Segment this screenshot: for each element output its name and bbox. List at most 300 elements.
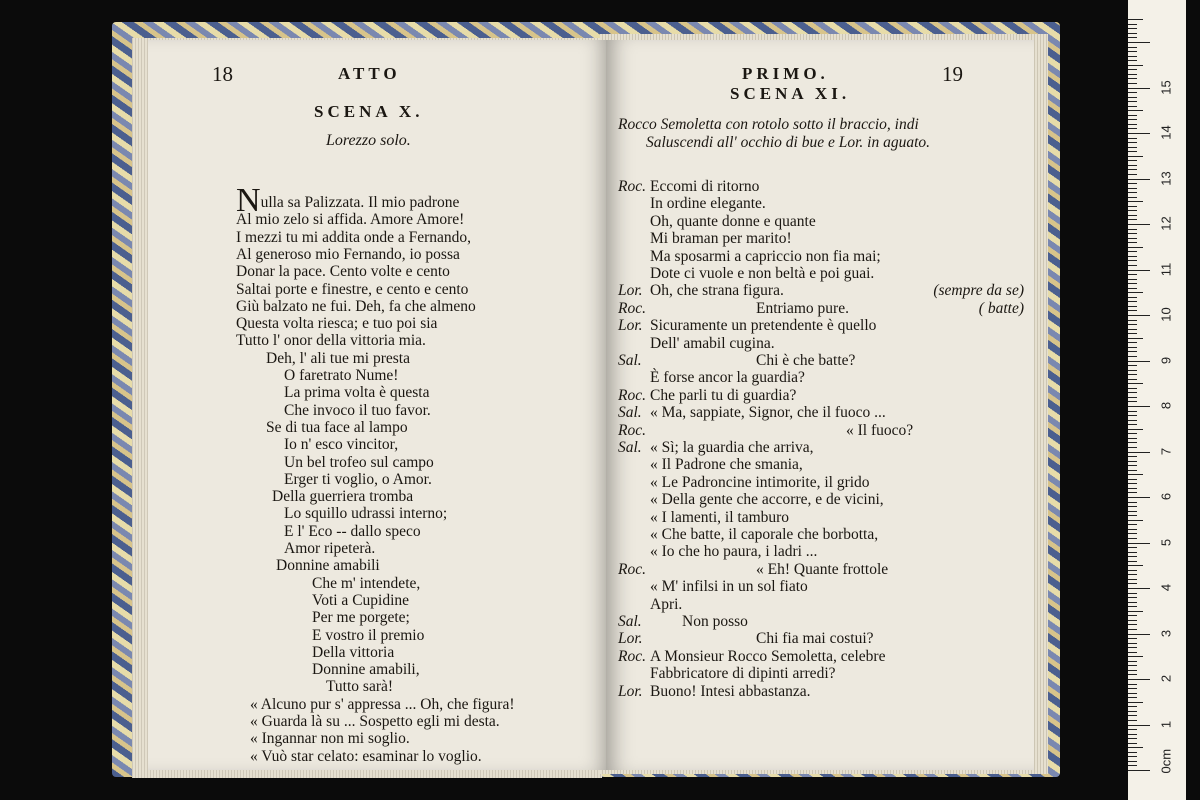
stage-direction-line-1: Rocco Semoletta con rotolo sotto il braccio, indi [618, 116, 919, 133]
scene-title: SCENA XI. [730, 84, 851, 103]
ruler-tick [1128, 370, 1137, 371]
ruler-tick [1128, 438, 1137, 439]
ruler-tick [1128, 324, 1137, 325]
ruler-tick [1128, 743, 1137, 744]
ruler-tick [1128, 624, 1137, 625]
verse-text: Al generoso mio Fernando, io possa [236, 245, 460, 263]
ruler-tick [1128, 210, 1137, 211]
ruler-tick [1128, 219, 1137, 220]
verse-text: « Ingannar non mi soglio. [250, 730, 410, 748]
verse-line [236, 298, 476, 316]
ruler-number: 10 [1158, 307, 1174, 322]
dialogue-line: Apri. [650, 595, 683, 613]
ruler-tick [1128, 552, 1137, 553]
verse-text: Tutto l' onor della vittoria mia. [236, 332, 426, 350]
speaker-label: Roc. [618, 421, 646, 439]
verse-line [236, 182, 460, 219]
ruler-tick [1128, 433, 1137, 434]
ruler-tick [1128, 588, 1150, 589]
speaker-label: Lor. [618, 682, 643, 700]
ruler-tick [1128, 133, 1150, 134]
speaker-label: Lor. [618, 630, 643, 648]
ruler-tick [1128, 638, 1137, 639]
ruler-tick [1128, 42, 1150, 43]
ruler-number: 5 [1158, 538, 1174, 546]
dialogue-line: Che parli tu di guardia? [650, 386, 797, 404]
dialogue-line: « Che batte, il caporale che borbotta, [650, 526, 879, 543]
ruler-tick [1128, 201, 1143, 202]
verse-line [266, 350, 410, 368]
verse-text: Lo squillo udrassi interno; [284, 505, 448, 523]
verse-text: I mezzi tu mi addita onde a Fernando, [236, 228, 472, 246]
dialogue-line: Chi è che batte? [756, 352, 856, 369]
dialogue-line: In ordine elegante. [650, 195, 766, 213]
verse-text: Che m' intendete, [312, 574, 421, 592]
verse-line [276, 557, 380, 575]
ruler-tick [1128, 392, 1137, 393]
speaker-label: Roc. [618, 560, 646, 578]
verse-text: Che invoco il tuo favor. [284, 401, 431, 419]
running-head: ATTO [338, 64, 401, 83]
dialogue-line: « I lamenti, il tamburo [650, 508, 790, 526]
verse-text: Un bel trofeo sul campo [284, 453, 434, 471]
ruler-tick [1128, 670, 1137, 671]
ruler-tick [1128, 401, 1137, 402]
ruler-tick [1128, 688, 1137, 689]
ruler-tick [1128, 702, 1143, 703]
ruler-tick [1128, 383, 1143, 384]
speaker-label: Lor. [618, 317, 643, 335]
ruler-tick [1128, 356, 1137, 357]
ruler-tick [1128, 720, 1137, 721]
ruler-tick [1128, 78, 1137, 79]
verse-text: Voti a Cupidine [312, 591, 410, 609]
verse-text: Donnine amabili, [312, 661, 420, 679]
ruler-tick [1128, 270, 1150, 271]
ruler-tick [1128, 606, 1137, 607]
ruler-tick [1128, 320, 1137, 321]
ruler-tick [1128, 397, 1137, 398]
ruler-tick [1128, 188, 1137, 189]
dialogue-line: « Della gente che accorre, e de vicini, [650, 491, 884, 509]
speaker-label: Sal. [618, 352, 642, 369]
ruler-tick [1128, 65, 1143, 66]
ruler-tick [1128, 502, 1137, 503]
dialogue-line: « Le Padroncine intimorite, il grido [650, 473, 870, 491]
ruler-tick [1128, 274, 1137, 275]
ruler-tick [1128, 101, 1137, 102]
verse-line [284, 402, 431, 420]
ruler-number: 7 [1158, 447, 1174, 455]
ruler-tick [1128, 538, 1137, 539]
dialogue-line: « M' infilsi in un sol fiato [650, 578, 808, 596]
ruler-tick [1128, 511, 1137, 512]
ruler-tick [1128, 160, 1137, 161]
ruler-tick [1128, 206, 1137, 207]
ruler-tick [1128, 69, 1137, 70]
ruler-tick [1128, 725, 1150, 726]
ruler-tick [1128, 224, 1150, 225]
speaker-label: Roc. [618, 647, 646, 665]
ruler-tick [1128, 533, 1137, 534]
dialogue-line: « Io che ho paura, i ladri ... [650, 543, 818, 561]
ruler-tick [1128, 465, 1137, 466]
left-page [148, 40, 610, 770]
ruler-tick [1128, 620, 1137, 621]
ruler-tick [1128, 33, 1137, 34]
ruler-tick [1128, 597, 1137, 598]
dialogue-line: A Monsieur Rocco Semoletta, celebre [650, 647, 886, 665]
verse-line [284, 384, 429, 402]
ruler-number: 6 [1158, 492, 1174, 501]
dialogue-line: Non posso [682, 613, 748, 630]
verse-line [236, 281, 468, 299]
ruler-tick [1128, 715, 1137, 716]
ruler-tick [1128, 411, 1137, 412]
ruler-tick [1128, 315, 1150, 316]
drop-cap: N [236, 182, 261, 219]
ruler-tick [1128, 747, 1143, 748]
ruler-number: 4 [1158, 583, 1174, 592]
ruler-tick [1128, 74, 1137, 75]
verse-line [250, 748, 482, 766]
ruler-tick [1128, 492, 1137, 493]
scene-subtitle: Lorezzo solo. [326, 132, 411, 149]
ruler-tick [1128, 169, 1137, 170]
ruler-tick [1128, 706, 1137, 707]
verse-text: Donar la pace. Cento volte e cento [236, 263, 450, 281]
ruler-tick [1128, 51, 1137, 52]
dialogue-line: Chi fia mai costui? [756, 630, 874, 648]
ruler-tick [1128, 543, 1150, 544]
dialogue-line: Entriamo pure. [756, 299, 849, 317]
dialogue-line: Oh, che strana figura. [650, 282, 784, 300]
ruler-tick [1128, 238, 1137, 239]
ruler-tick [1128, 247, 1143, 248]
verse-line [236, 229, 471, 247]
ruler-tick [1128, 729, 1137, 730]
ruler-tick [1128, 174, 1137, 175]
verse-text: « Alcuno pur s' appressa ... Oh, che figura! [250, 695, 515, 713]
verse-line [312, 592, 409, 610]
ruler-tick [1128, 292, 1143, 293]
ruler-tick [1128, 306, 1137, 307]
ruler-tick [1128, 60, 1137, 61]
ruler-tick [1128, 256, 1137, 257]
right-page [606, 40, 1034, 770]
ruler-number: 3 [1158, 629, 1174, 637]
speaker-label: Sal. [618, 439, 642, 456]
verse-line [284, 523, 421, 541]
verse-line [250, 713, 500, 731]
ruler-tick [1128, 752, 1137, 753]
speaker-label: Roc. [618, 386, 646, 404]
dialogue-line: « Ma, sappiate, Signor, che il fuoco ... [650, 404, 886, 422]
ruler-tick [1128, 192, 1137, 193]
ruler-tick [1128, 561, 1137, 562]
verse-text: Se di tua face al lampo [266, 418, 408, 436]
ruler-tick [1128, 602, 1137, 603]
verse-line [312, 627, 424, 645]
ruler-tick [1128, 297, 1137, 298]
ruler-tick [1128, 283, 1137, 284]
ruler-tick [1128, 260, 1137, 261]
ruler-tick [1128, 28, 1137, 29]
ruler-tick [1128, 242, 1137, 243]
ruler-tick [1128, 647, 1137, 648]
ruler-tick [1128, 47, 1137, 48]
ruler-tick [1128, 756, 1137, 757]
dialogue-line: Dell' amabil cugina. [650, 334, 775, 352]
ruler-tick [1128, 483, 1137, 484]
ruler-tick [1128, 515, 1137, 516]
verse-line [312, 661, 420, 679]
verse-text: La prima volta è questa [284, 384, 430, 402]
ruler-tick [1128, 684, 1137, 685]
ruler-tick [1128, 442, 1137, 443]
ruler-tick [1128, 361, 1150, 362]
ruler-number: 11 [1158, 262, 1174, 276]
ruler-tick [1128, 497, 1150, 498]
verse-line [284, 540, 375, 558]
verse-text: Donnine amabili [276, 557, 380, 575]
verse-text: Erger ti voglio, o Amor. [284, 470, 432, 488]
verse-line [284, 471, 432, 489]
ruler-tick [1128, 351, 1137, 352]
ruler-tick [1128, 734, 1137, 735]
ruler-tick [1128, 420, 1137, 421]
verse-text: Io n' esco vincitor, [284, 436, 399, 454]
ruler-tick [1128, 629, 1137, 630]
verse-line [284, 454, 434, 472]
ruler-tick [1128, 456, 1137, 457]
ruler-tick [1128, 347, 1137, 348]
verse-line [284, 436, 398, 454]
verse-text: Per me porgete; [312, 609, 410, 627]
verse-line [312, 575, 420, 593]
verse-text: « Vuò star celato: esaminar lo voglio. [250, 747, 482, 765]
ruler-tick [1128, 183, 1137, 184]
ruler-tick [1128, 643, 1137, 644]
speaker-label: Lor. [618, 282, 643, 300]
ruler-tick [1128, 679, 1150, 680]
ruler-number: 9 [1158, 356, 1174, 364]
ruler-tick [1128, 342, 1137, 343]
ruler-tick [1128, 524, 1137, 525]
ruler-tick [1128, 115, 1137, 116]
running-head: PRIMO. [742, 64, 829, 83]
ruler-tick [1128, 251, 1137, 252]
ruler-tick [1128, 674, 1137, 675]
ruler-tick [1128, 429, 1143, 430]
verse-text: Questa volta riesca; e tuo poi sia [236, 315, 438, 333]
stage-aside: (sempre da se) [933, 282, 1024, 300]
ruler-tick [1128, 634, 1150, 635]
verse-line [236, 211, 464, 229]
ruler-tick [1128, 506, 1137, 507]
ruler-tick [1128, 338, 1143, 339]
ruler-tick [1128, 488, 1137, 489]
ruler-number: 8 [1158, 401, 1174, 410]
dialogue-line: Fabbricatore di dipinti arredi? [650, 665, 836, 683]
verse-line [312, 609, 410, 627]
ruler-tick [1128, 301, 1137, 302]
verse-text: Deh, l' ali tue mi presta [266, 349, 410, 367]
ruler-unit-label: 0cm [1158, 748, 1174, 774]
verse-text: Della guerriera tromba [272, 488, 414, 506]
verse-text: Tutto sarà! [326, 678, 394, 696]
ruler-tick [1128, 379, 1137, 380]
ruler-tick [1128, 579, 1137, 580]
verse-text: Giù balzato ne fui. Deh, fa che almeno [236, 297, 476, 315]
ruler-tick [1128, 165, 1137, 166]
dialogue-line: Sicuramente un pretendente è quello [650, 317, 877, 335]
dialogue-line: Eccomi di ritorno [650, 178, 760, 195]
verse-line [284, 367, 398, 385]
ruler-tick [1128, 56, 1137, 57]
ruler-tick [1128, 770, 1150, 771]
ruler-tick [1128, 665, 1137, 666]
dialogue-line: « Sì; la guardia che arriva, [650, 439, 814, 456]
ruler-tick [1128, 265, 1137, 266]
ruler-tick [1128, 474, 1143, 475]
dialogue-line: « Il Padrone che smania, [650, 456, 803, 474]
verse-text: Amor ripeterà. [284, 540, 376, 557]
verse-text: ulla sa Palizzata. Il mio padrone [260, 194, 460, 211]
verse-line [236, 332, 426, 350]
ruler-number: 12 [1158, 216, 1174, 231]
ruler-number: 13 [1158, 170, 1174, 186]
dialogue-line: « Il fuoco? [846, 421, 914, 439]
verse-line [250, 730, 410, 748]
ruler-tick [1128, 447, 1137, 448]
ruler-tick [1128, 461, 1137, 462]
ruler-tick [1128, 119, 1137, 120]
ruler-tick [1128, 179, 1150, 180]
dialogue-line: Buono! Intesi abbastanza. [650, 682, 811, 700]
ruler-tick [1128, 333, 1137, 334]
verse-line [312, 644, 394, 662]
ruler-tick [1128, 365, 1137, 366]
ruler-tick [1128, 97, 1137, 98]
verse-line [284, 505, 447, 523]
verse-line [236, 263, 450, 281]
ruler-tick [1128, 593, 1137, 594]
ruler-tick [1128, 415, 1137, 416]
verse-text: Al mio zelo si affida. Amore Amore! [236, 211, 465, 229]
ruler-tick [1128, 611, 1143, 612]
ruler-tick [1128, 520, 1143, 521]
ruler-tick [1128, 215, 1137, 216]
ruler-tick [1128, 570, 1137, 571]
ruler-tick [1128, 151, 1137, 152]
speaker-label: Sal. [618, 404, 642, 422]
ruler-tick [1128, 128, 1137, 129]
ruler-tick [1128, 656, 1143, 657]
dialogue-line: Oh, quante donne e quante [650, 212, 816, 230]
dialogue-line: Dote ci vuole e non beltà e poi guai. [650, 265, 875, 282]
ruler-tick [1128, 565, 1143, 566]
page-number: 18 [212, 62, 233, 86]
verse-text: Della vittoria [312, 643, 395, 661]
ruler-tick [1128, 138, 1137, 139]
ruler-tick [1128, 19, 1143, 20]
stage-aside: ( batte) [978, 299, 1024, 317]
ruler-tick [1128, 470, 1137, 471]
dialogue-line: Mi braman per marito! [650, 230, 792, 248]
verse-line [250, 696, 515, 714]
ruler-number: 15 [1158, 79, 1174, 95]
dialogue-line: Ma sposarmi a capriccio non fia mai; [650, 247, 881, 265]
ruler-number: 1 [1158, 720, 1174, 728]
ruler-tick [1128, 738, 1137, 739]
verse-text: E vostro il premio [312, 626, 425, 644]
ruler-tick [1128, 652, 1137, 653]
ruler-tick [1128, 661, 1137, 662]
ruler-tick [1128, 761, 1137, 762]
ruler-tick [1128, 693, 1137, 694]
ruler-tick [1128, 583, 1137, 584]
ruler-number: 2 [1158, 674, 1174, 683]
verse-line [236, 315, 437, 333]
ruler-tick [1128, 88, 1150, 89]
verse-line [236, 246, 460, 264]
ruler-tick [1128, 574, 1137, 575]
ruler-tick [1128, 37, 1137, 38]
dialogue-line: È forse ancor la guardia? [650, 369, 805, 387]
ruler-tick [1128, 406, 1150, 407]
speaker-label: Roc. [618, 178, 646, 195]
ruler-tick [1128, 697, 1137, 698]
verse-line [326, 678, 393, 696]
scene-title: SCENA X. [314, 102, 424, 121]
ruler-tick [1128, 388, 1137, 389]
ruler-tick [1128, 147, 1137, 148]
ruler-tick [1128, 329, 1137, 330]
ruler-tick [1128, 310, 1137, 311]
ruler-tick [1128, 24, 1137, 25]
ruler-tick [1128, 197, 1137, 198]
ruler-tick [1128, 288, 1137, 289]
dialogue-line: « Eh! Quante frottole [756, 560, 889, 578]
ruler-tick [1128, 452, 1150, 453]
ruler-tick [1128, 229, 1137, 230]
ruler-tick [1128, 424, 1137, 425]
verse-line [266, 419, 408, 437]
verse-line [272, 488, 413, 506]
speaker-label: Sal. [618, 613, 642, 630]
ruler-tick [1128, 124, 1137, 125]
ruler-tick [1128, 142, 1137, 143]
ruler-tick [1128, 615, 1137, 616]
ruler-tick [1128, 374, 1137, 375]
ruler-tick [1128, 279, 1137, 280]
verse-text: E l' Eco -- dallo speco [284, 522, 421, 540]
verse-text: « Guarda là su ... Sospetto egli mi desta. [250, 713, 500, 730]
ruler-tick [1128, 92, 1137, 93]
ruler-tick [1128, 556, 1137, 557]
ruler-tick [1128, 547, 1137, 548]
ruler-tick [1128, 233, 1137, 234]
verse-text: Saltai porte e finestre, e cento e cento [236, 280, 469, 298]
ruler-number: 14 [1158, 125, 1174, 140]
ruler-tick [1128, 110, 1143, 111]
ruler-tick [1128, 711, 1137, 712]
ruler-tick [1128, 106, 1137, 107]
verse-text: O faretrato Nume! [284, 367, 399, 384]
speaker-label: Roc. [618, 299, 646, 317]
stage-direction-line-2: Saluscendi all' occhio di bue e Lor. in aguato. [646, 134, 931, 151]
